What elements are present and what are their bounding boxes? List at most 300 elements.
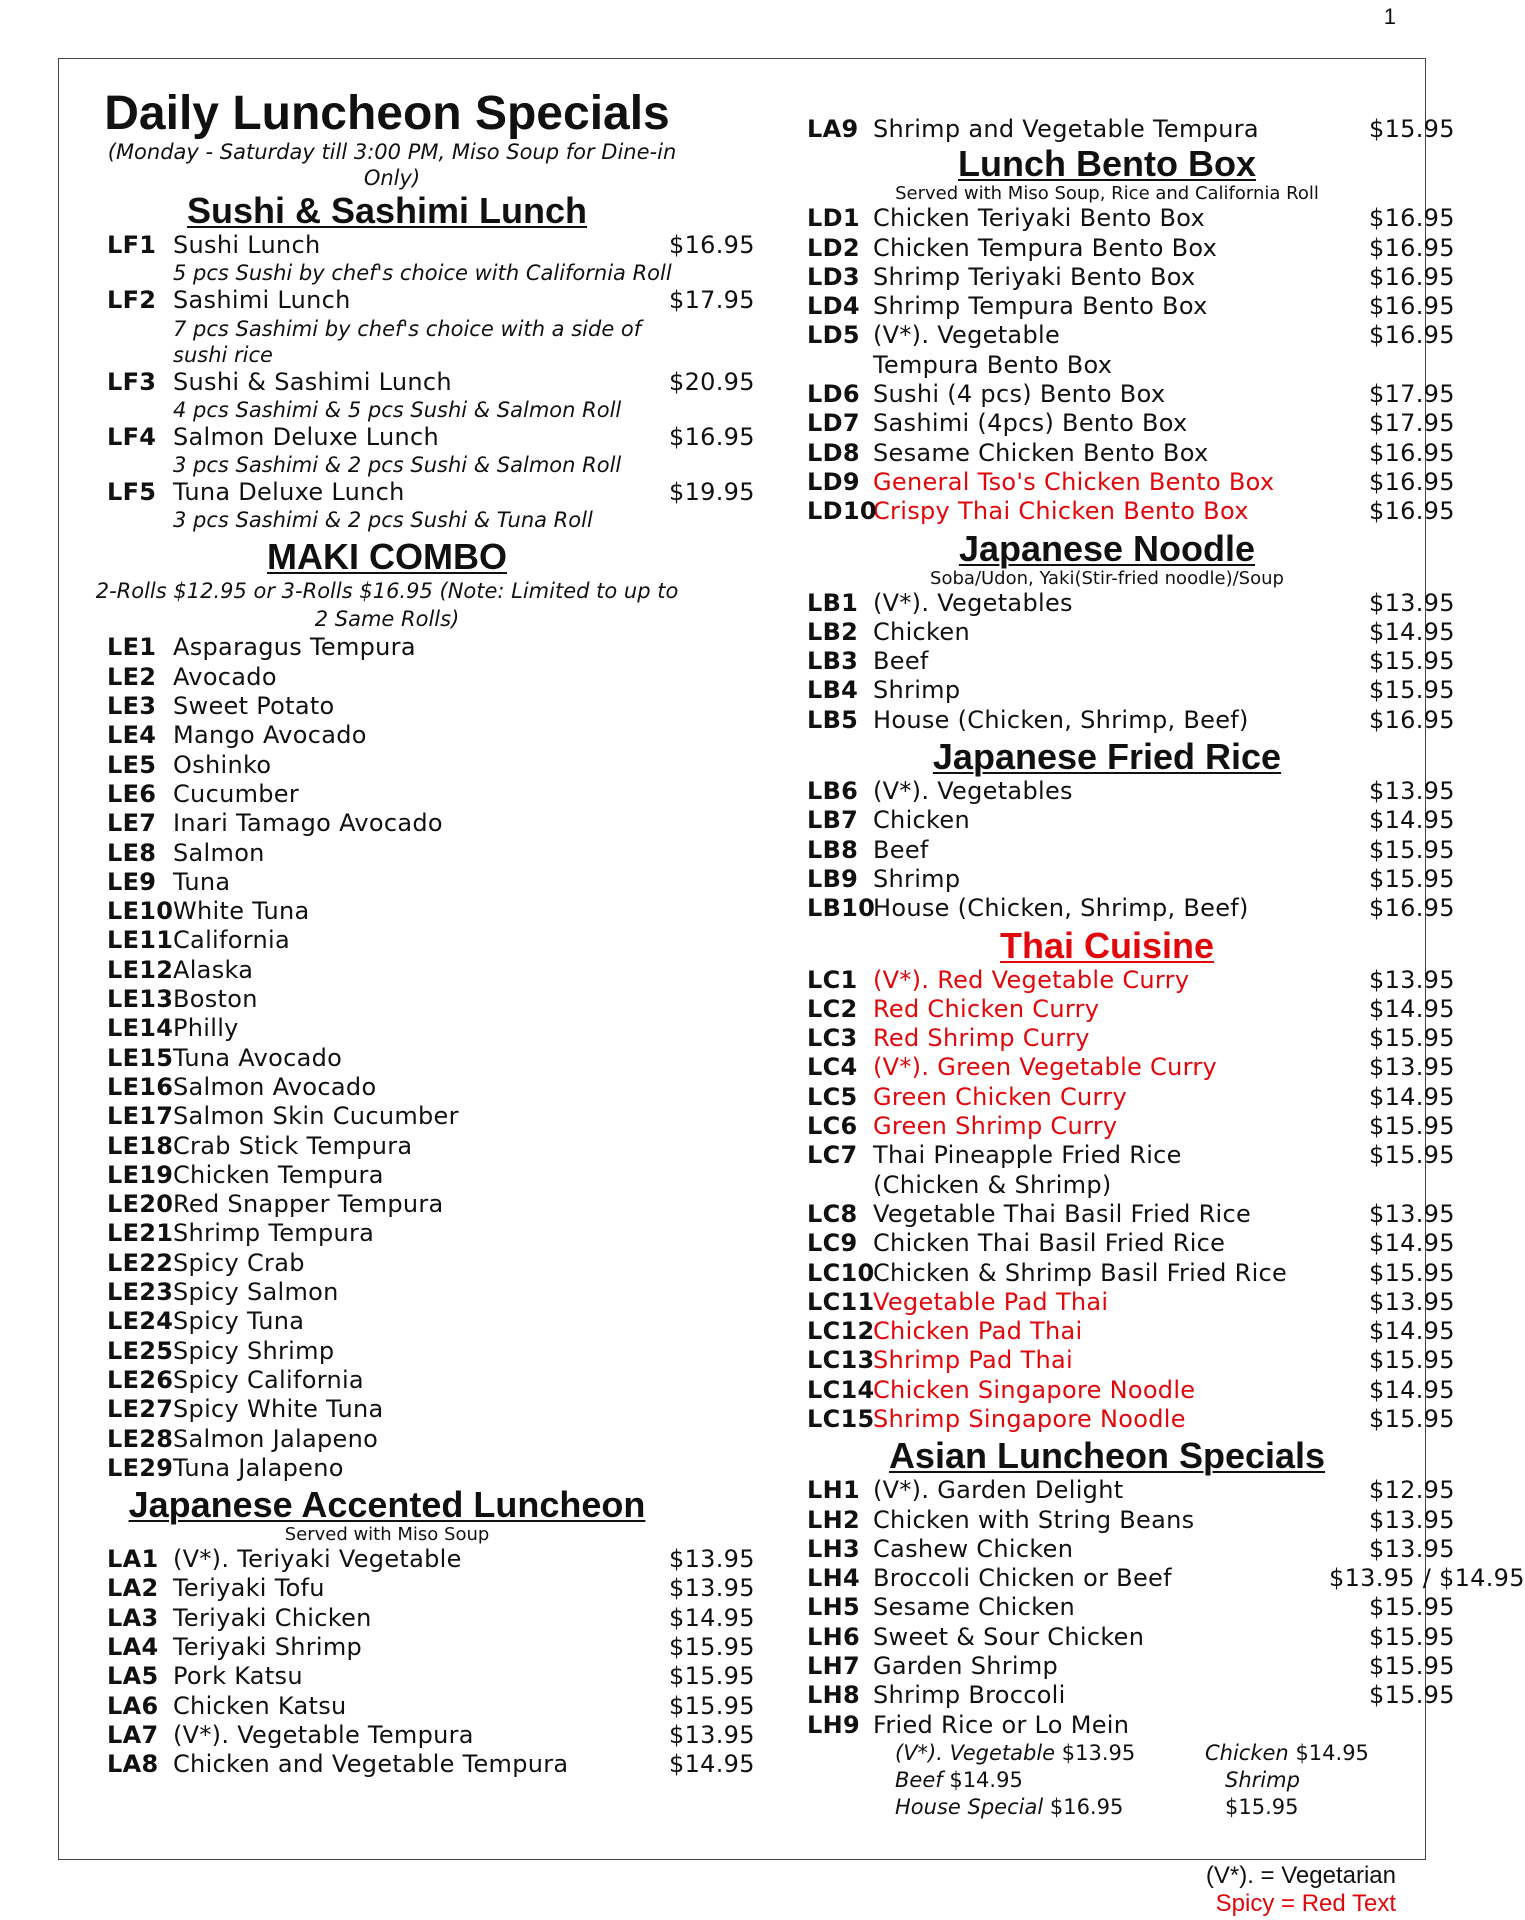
item-name: Sushi Lunch (173, 231, 321, 259)
item-code: LA9 (807, 115, 859, 143)
item-code: LE3 (107, 692, 157, 721)
item-name: Asparagus Tempura (173, 633, 416, 662)
section-friedrice-heading: Japanese Fried Rice (932, 736, 1282, 778)
item-code: LA7 (107, 1720, 159, 1749)
menu-item (87, 1691, 755, 1721)
item-code: LB3 (807, 647, 859, 676)
menu-item (87, 780, 687, 809)
item-code: LE20 (107, 1190, 174, 1219)
item-name: Spicy Tuna (173, 1307, 305, 1336)
item-name: Spicy California (173, 1365, 364, 1394)
item-name: Salmon Avocado (173, 1072, 377, 1101)
menu-item (87, 1425, 687, 1454)
item-name: Vegetable Thai Basil Fried Rice (873, 1199, 1252, 1228)
menu-item (87, 868, 687, 897)
menu-item (807, 292, 1455, 321)
item-code: LF2 (107, 286, 157, 315)
item-name: (V*). Green Vegetable Curry (873, 1053, 1218, 1082)
menu-item (87, 1632, 755, 1662)
item-price: $13.95 (1369, 965, 1455, 994)
item-name: Chicken (873, 617, 970, 646)
item-name: Shrimp (873, 676, 961, 705)
menu-item (807, 115, 1455, 144)
item-code: LA8 (107, 1750, 159, 1779)
item-name: Cucumber (173, 779, 300, 808)
menu-item (807, 777, 1455, 806)
item-name: Teriyaki Tofu (173, 1574, 325, 1603)
menu-item (87, 1190, 687, 1219)
item-name: Red Shrimp Curry (873, 1024, 1090, 1053)
menu-item (807, 1622, 1455, 1652)
item-price: $15.95 (1369, 1593, 1455, 1622)
lh9-option-price: $14.95 (1295, 1740, 1369, 1765)
item-name: Tuna Deluxe Lunch (173, 478, 405, 507)
item-name: Tuna Avocado (173, 1043, 343, 1072)
item-name: Tuna (173, 867, 231, 896)
item-name: Shrimp Tempura (173, 1219, 375, 1248)
item-price: $16.95 (1369, 262, 1455, 291)
lh9-option-label: Beef (895, 1767, 943, 1792)
left-column (87, 59, 755, 1779)
item-code: LC12 (807, 1317, 875, 1346)
item-name: Sesame Chicken Bento Box (873, 438, 1209, 467)
page-subtitle: (Monday - Saturday till 3:00 PM, Miso Soup for Dine-in Only) (107, 140, 677, 190)
item-code: LE4 (107, 721, 157, 750)
item-code: LE23 (107, 1278, 174, 1307)
item-code: LD4 (807, 292, 860, 321)
item-name: Salmon Deluxe Lunch (173, 422, 439, 451)
item-code: LD9 (807, 467, 860, 496)
item-code: LD2 (807, 233, 860, 262)
item-code: LH8 (807, 1681, 860, 1710)
menu-item (87, 1307, 687, 1336)
item-price: $15.95 (1369, 1681, 1455, 1710)
menu-item (807, 1112, 1455, 1141)
menu-item (87, 478, 755, 507)
item-code: LC6 (807, 1112, 858, 1141)
item-code: LC5 (807, 1082, 858, 1111)
item-price: $15.95 (1369, 1346, 1455, 1375)
item-price: $16.95 (1369, 292, 1455, 321)
item-code: LE26 (107, 1365, 174, 1394)
item-name: Teriyaki Shrimp (173, 1632, 363, 1661)
menu-item (87, 751, 687, 780)
item-price: $14.95 (1369, 806, 1455, 835)
item-code: LC13 (807, 1346, 875, 1375)
menu-item (87, 839, 687, 868)
item-price: $16.95 (1369, 438, 1455, 467)
item-name: Chicken and Vegetable Tempura (173, 1750, 569, 1779)
item-name: Mango Avocado (173, 721, 367, 750)
menu-item (807, 835, 1455, 865)
menu-item (87, 633, 687, 662)
item-name: Avocado (173, 662, 277, 691)
item-code: LC14 (807, 1375, 875, 1404)
menu-item (807, 994, 1455, 1024)
item-price: $15.95 (1369, 1258, 1455, 1287)
item-code: LB9 (807, 864, 859, 893)
page-number: 1 (1383, 4, 1396, 29)
item-code: LA2 (107, 1574, 159, 1603)
thai-list (807, 965, 1455, 1435)
item-price: $13.95 (1369, 1199, 1455, 1228)
item-code: LB4 (807, 676, 859, 705)
item-code: LC9 (807, 1229, 858, 1258)
item-name: (V*). Vegetables (873, 588, 1073, 617)
menu-item (87, 1044, 687, 1073)
menu-item (807, 894, 1455, 923)
menu-item (87, 1720, 755, 1750)
item-name: Spicy Salmon (173, 1278, 339, 1307)
item-name: Cashew Chicken (873, 1534, 1074, 1563)
item-code: LE13 (107, 985, 174, 1014)
item-price: $16.95 (1369, 321, 1455, 350)
item-code: LA5 (107, 1662, 159, 1691)
item-name: Vegetable Pad Thai (873, 1287, 1109, 1316)
legend (1206, 1862, 1396, 1918)
menu-item (87, 1662, 755, 1691)
menu-item (87, 721, 687, 750)
section-noodle-heading: Japanese Noodle (958, 527, 1256, 569)
menu-item (87, 956, 687, 985)
item-price: $14.95 (669, 1750, 755, 1779)
item-code: LE21 (107, 1219, 174, 1248)
item-name: Boston (173, 985, 258, 1014)
lh9-option-price: $16.95 (1049, 1794, 1124, 1819)
item-price: $15.95 (1369, 1652, 1455, 1681)
menu-item (87, 985, 687, 1014)
item-name: Alaska (173, 955, 254, 984)
item-price: $14.95 (1369, 617, 1455, 646)
item-name: Shrimp Singapore Noodle (873, 1404, 1186, 1433)
item-name: Sushi & Sashimi Lunch (173, 367, 452, 396)
item-price: $16.95 (1369, 204, 1455, 233)
menu-item (807, 1082, 1455, 1112)
item-code: LE19 (107, 1160, 174, 1189)
item-name: Salmon (173, 838, 265, 867)
item-name: (V*). Garden Delight (873, 1476, 1124, 1505)
item-name: Fried Rice or Lo Mein (873, 1710, 1130, 1739)
item-price: $14.95 (669, 1603, 755, 1632)
item-name: Shrimp (873, 864, 961, 893)
item-name: Sushi (4 pcs) Bento Box (873, 380, 1166, 409)
item-name: Thai Pineapple Fried Rice (Chicken & Shrimp) (873, 1141, 1182, 1199)
item-code: LD6 (807, 380, 860, 409)
menu-item (87, 367, 755, 397)
legend-vegetarian: (V*). = Vegetarian (1205, 1862, 1396, 1889)
item-name: Beef (873, 835, 929, 864)
item-price: $14.95 (1369, 994, 1455, 1023)
item-name: Chicken Singapore Noodle (873, 1375, 1196, 1404)
menu-item (87, 1219, 687, 1248)
menu-item (87, 1603, 755, 1633)
item-code: LF1 (107, 231, 157, 259)
item-price: $15.95 (1369, 647, 1455, 676)
item-price: $15.95 (669, 1662, 755, 1691)
menu-item (807, 204, 1455, 233)
item-name: Salmon Jalapeno (173, 1424, 379, 1453)
item-code: LE9 (107, 867, 157, 896)
menu-item (87, 1545, 755, 1574)
noodle-note: Soba/Udon, Yaki(Stir-fried noodle)/Soup (930, 567, 1284, 589)
item-price: $13.95 (1369, 1534, 1455, 1563)
item-code: LC8 (807, 1199, 858, 1228)
item-name: Broccoli Chicken or Beef (873, 1564, 1172, 1593)
page-title: Daily Luncheon Specials (104, 87, 670, 140)
menu-item (807, 1258, 1455, 1288)
item-code: LE12 (107, 955, 174, 984)
section-bento-heading: Lunch Bento Box (958, 143, 1256, 185)
item-name: Spicy White Tuna (173, 1395, 384, 1424)
item-name: Shrimp Pad Thai (873, 1346, 1073, 1375)
item-price: $15.95 (1369, 1622, 1455, 1651)
menu-item (87, 663, 687, 692)
item-price: $17.95 (669, 286, 755, 315)
item-price: $16.95 (1369, 467, 1455, 496)
item-price: $13.95 (1369, 777, 1455, 806)
item-code: LH3 (807, 1534, 860, 1563)
menu-item (87, 1574, 755, 1603)
item-price: $20.95 (669, 367, 755, 396)
item-name: Chicken Pad Thai (873, 1317, 1083, 1346)
menu-item (87, 1073, 687, 1102)
item-name: Sashimi Lunch (173, 286, 351, 315)
menu-item (807, 1534, 1455, 1564)
item-code: LE7 (107, 809, 157, 838)
item-price: $17.95 (1369, 380, 1455, 409)
bento-list (807, 204, 1455, 526)
menu-item (87, 926, 687, 955)
item-name: General Tso's Chicken Bento Box (873, 467, 1275, 496)
item-code: LC2 (807, 994, 858, 1023)
item-name: House (Chicken, Shrimp, Beef) (873, 705, 1249, 734)
accented-continued (807, 115, 1455, 144)
lh9-options (895, 1740, 1375, 1821)
item-price: $15.95 (1369, 835, 1455, 864)
item-code: LD8 (807, 438, 860, 467)
menu-item (807, 705, 1455, 735)
item-name: Garden Shrimp (873, 1652, 1059, 1681)
menu-item (807, 1317, 1455, 1346)
item-name: Philly (173, 1014, 239, 1043)
item-code: LA3 (107, 1603, 159, 1632)
item-code: LH6 (807, 1622, 860, 1651)
item-name: Shrimp and Vegetable Tempura (873, 115, 1259, 143)
item-description: 5 pcs Sushi by chef's choice with California Roll (173, 261, 672, 286)
item-code: LC3 (807, 1024, 858, 1053)
item-price: $13.95 (669, 1545, 755, 1574)
menu-item (807, 262, 1455, 292)
item-code: LH1 (807, 1476, 860, 1505)
item-code: LB7 (807, 806, 859, 835)
item-code: LA4 (107, 1632, 159, 1661)
menu-item (807, 1564, 1525, 1593)
item-price: $15.95 (1369, 1141, 1455, 1170)
lh9-option-label: Shrimp (1225, 1767, 1300, 1792)
item-price: $16.95 (1369, 894, 1455, 923)
menu-item (807, 617, 1455, 647)
item-description: 3 pcs Sashimi & 2 pcs Sushi & Tuna Roll (173, 508, 593, 533)
item-name: Crab Stick Tempura (173, 1131, 413, 1160)
item-name: Spicy Shrimp (173, 1336, 335, 1365)
item-name: Spicy Crab (173, 1248, 305, 1277)
item-price: $15.95 (1369, 864, 1455, 893)
item-code: LE25 (107, 1336, 174, 1365)
menu-item (807, 965, 1455, 995)
item-price: $13.95 (1369, 1287, 1455, 1316)
item-name: (V*). Vegetable Tempura (173, 1720, 474, 1749)
menu-item (807, 467, 1455, 497)
menu-item (807, 233, 1455, 263)
item-code: LD10 (807, 497, 877, 526)
item-code: LD7 (807, 409, 860, 438)
item-price: $16.95 (1369, 233, 1455, 262)
item-price: $15.95 (669, 1691, 755, 1720)
menu-frame (58, 58, 1525, 1860)
item-price: $19.95 (669, 478, 755, 507)
item-name: Red Chicken Curry (873, 994, 1100, 1023)
item-code: LB5 (807, 705, 859, 734)
maki-list (87, 633, 687, 1483)
item-code: LC11 (807, 1287, 875, 1316)
item-code: LH7 (807, 1652, 860, 1681)
item-name: Crispy Thai Chicken Bento Box (873, 497, 1249, 526)
menu-item (807, 1593, 1455, 1622)
menu-item (87, 286, 755, 315)
item-code: LE2 (107, 662, 157, 691)
item-code: LE22 (107, 1248, 174, 1277)
menu-item (807, 1287, 1455, 1317)
item-name: White Tuna (173, 897, 310, 926)
item-price: $12.95 (1369, 1476, 1455, 1505)
item-code: LB1 (807, 588, 859, 617)
item-code: LH2 (807, 1505, 860, 1534)
item-name: Shrimp Tempura Bento Box (873, 292, 1208, 321)
menu-item (807, 1346, 1455, 1375)
menu-item (87, 1366, 687, 1395)
item-price: $15.95 (669, 1632, 755, 1661)
item-description: 7 pcs Sashimi by chef's choice with a side of sushi rice (173, 316, 642, 367)
menu-item (807, 380, 1455, 409)
item-price: $16.95 (1369, 497, 1455, 526)
item-name: Green Chicken Curry (873, 1082, 1127, 1111)
item-name: Teriyaki Chicken (173, 1603, 372, 1632)
item-code: LE5 (107, 750, 157, 779)
menu-item (807, 1404, 1455, 1434)
item-code: LE11 (107, 926, 174, 955)
item-price: $13.95 (1369, 588, 1455, 617)
menu-item (87, 1337, 687, 1366)
lh9-option-label: (V*). Vegetable (895, 1740, 1056, 1765)
item-code: LE27 (107, 1395, 174, 1424)
item-price: $13.95 (669, 1720, 755, 1749)
item-price: $15.95 (1369, 1112, 1455, 1141)
section-maki-heading: MAKI COMBO (267, 536, 507, 578)
item-code: LE6 (107, 779, 157, 808)
menu-item (807, 1476, 1455, 1505)
item-code: LE18 (107, 1131, 174, 1160)
menu-item (807, 647, 1455, 676)
item-price: $15.95 (1369, 115, 1455, 143)
item-price: $15.95 (1369, 1404, 1455, 1433)
item-code: LF5 (107, 478, 157, 507)
item-price: $13.95 / $14.95 (1329, 1564, 1525, 1593)
item-code: LA6 (107, 1691, 159, 1720)
item-name: Tuna Jalapeno (173, 1453, 344, 1482)
item-code: LB6 (807, 777, 859, 806)
menu-item (87, 1102, 687, 1131)
menu-item (87, 809, 687, 838)
item-code: LC15 (807, 1404, 875, 1433)
item-code: LE24 (107, 1307, 174, 1336)
item-code: LE10 (107, 897, 174, 926)
item-name: Inari Tamago Avocado (173, 809, 443, 838)
menu-item (87, 1750, 755, 1779)
item-price: $14.95 (1369, 1375, 1455, 1404)
item-name: California (173, 926, 290, 955)
item-code: LH9 (807, 1710, 860, 1739)
item-name: (V*). Vegetable Tempura Bento Box (873, 321, 1113, 379)
menu-item (807, 676, 1455, 705)
noodle-list (807, 588, 1455, 735)
menu-item (807, 1652, 1455, 1681)
menu-item (807, 438, 1455, 468)
item-name: Sashimi (4pcs) Bento Box (873, 409, 1188, 438)
right-column (807, 59, 1525, 1821)
item-code: LD5 (807, 321, 860, 350)
menu-item (87, 1249, 687, 1278)
item-code: LH4 (807, 1564, 860, 1593)
menu-item (807, 1505, 1455, 1535)
item-code: LA1 (107, 1545, 159, 1574)
menu-item (807, 864, 1455, 894)
item-code: LH5 (807, 1593, 860, 1622)
item-description: 3 pcs Sashimi & 2 pcs Sushi & Salmon Roll (173, 453, 622, 478)
item-code: LE8 (107, 838, 157, 867)
menu-item (807, 321, 1455, 380)
sushi-list (87, 231, 755, 533)
item-name: Sweet Potato (173, 692, 335, 721)
item-code: LE28 (107, 1424, 174, 1453)
asian-list (807, 1476, 1525, 1740)
legend-spicy: Spicy = Red Text (1215, 1890, 1396, 1917)
menu-item (807, 1024, 1455, 1053)
item-name: Chicken with String Beans (873, 1505, 1195, 1534)
item-price: $15.95 (1369, 676, 1455, 705)
section-asian-heading: Asian Luncheon Specials (888, 1435, 1326, 1477)
menu-item (807, 1375, 1455, 1405)
item-code: LC1 (807, 965, 858, 994)
section-accented-heading: Japanese Accented Luncheon (128, 1484, 646, 1526)
item-price: $16.95 (1369, 705, 1455, 734)
item-code: LD1 (807, 204, 860, 233)
menu-item (87, 1454, 687, 1483)
lh9-option-label: House Special (895, 1794, 1044, 1819)
item-price: $13.95 (669, 1574, 755, 1603)
item-name: Chicken (873, 806, 970, 835)
item-code: LC4 (807, 1053, 858, 1082)
lh9-option-price: $13.95 (1061, 1740, 1136, 1765)
menu-item (87, 897, 687, 926)
item-code: LF4 (107, 422, 157, 451)
item-code: LE14 (107, 1014, 174, 1043)
menu-item (807, 1199, 1455, 1229)
item-name: Chicken Katsu (173, 1691, 347, 1720)
item-name: Chicken Teriyaki Bento Box (873, 204, 1206, 233)
item-code: LE17 (107, 1102, 174, 1131)
section-thai-heading: Thai Cuisine (999, 924, 1215, 966)
section-sushi-heading: Sushi & Sashimi Lunch (186, 190, 588, 231)
